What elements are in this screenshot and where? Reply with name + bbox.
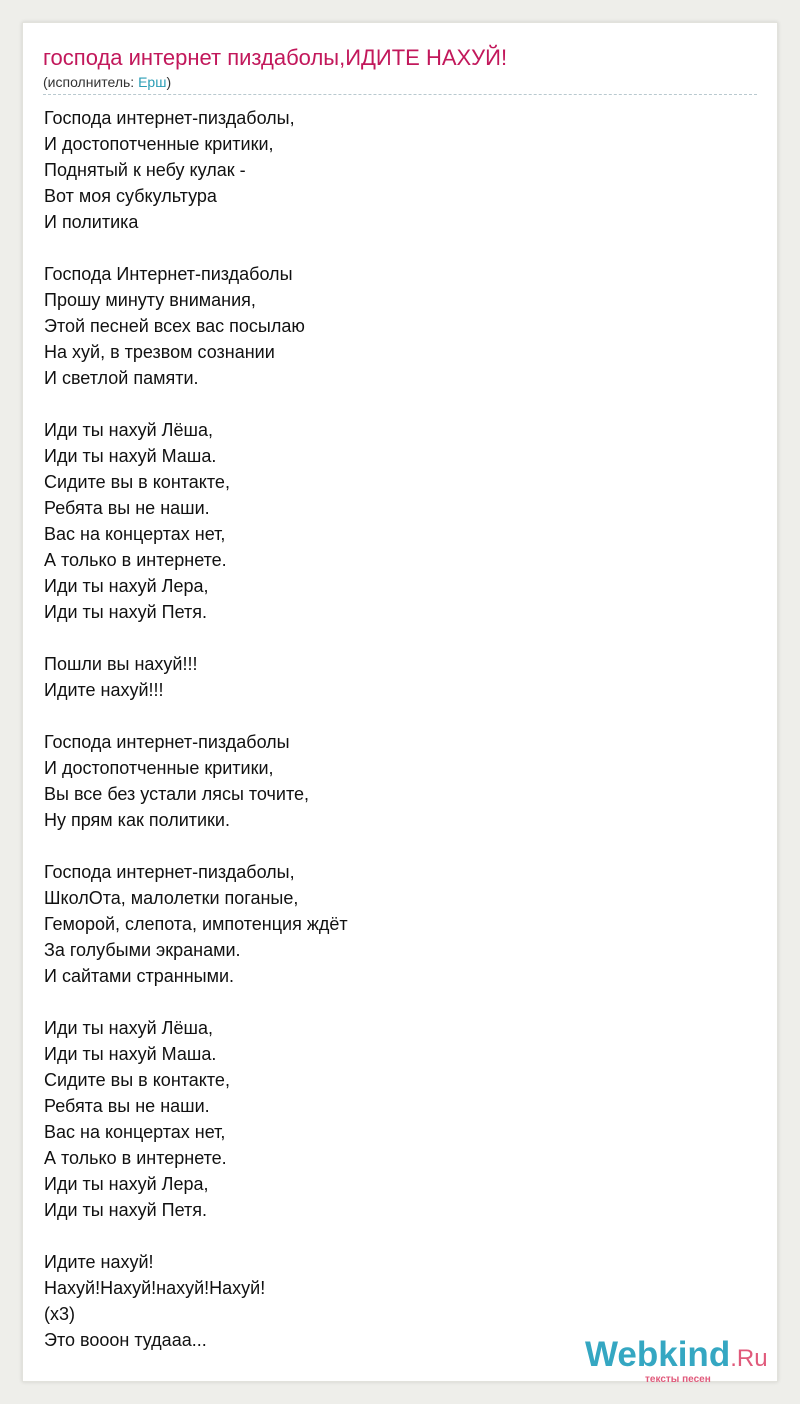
- lyric-line: И сайтами странными.: [44, 966, 235, 986]
- site-logo[interactable]: [585, 1335, 785, 1385]
- stanza-break: [44, 235, 744, 261]
- lyric-line: А только в интернете.: [44, 1148, 227, 1168]
- lyric-line: Геморой, слепота, импотенция ждёт: [44, 914, 348, 934]
- lyric-line: Нахуй!Нахуй!нахуй!Нахуй!: [44, 1278, 266, 1298]
- logo-tld: .Ru: [730, 1345, 768, 1372]
- lyric-line: Вас на концертах нет,: [44, 1122, 226, 1142]
- logo-wordmark: [585, 1335, 768, 1375]
- lyric-line: Сидите вы в контакте,: [44, 472, 230, 492]
- lyric-line: Поднятый к небу кулак -: [44, 160, 246, 180]
- lyric-line: Ребята вы не наши.: [44, 1096, 210, 1116]
- lyric-line: Иди ты нахуй Маша.: [44, 446, 217, 466]
- artist-link[interactable]: Ерш: [138, 74, 167, 90]
- lyrics-card: [22, 22, 778, 1385]
- lyric-line: Иди ты нахуй Маша.: [44, 1044, 217, 1064]
- lyric-line: Вас на концертах нет,: [44, 524, 226, 544]
- artist-line: [43, 74, 171, 90]
- stanza-break: [44, 703, 744, 729]
- stanza-break: [44, 391, 744, 417]
- lyric-line: Это вооон тудааа...: [44, 1330, 207, 1350]
- lyric-line: Господа Интернет-пиздаболы: [44, 264, 293, 284]
- lyric-line: (x3): [44, 1304, 75, 1324]
- stanza-break: [44, 989, 744, 1015]
- lyric-line: Ну прям как политики.: [44, 810, 230, 830]
- lyric-line: Иди ты нахуй Лера,: [44, 1174, 209, 1194]
- logo-main-text: Webkind: [585, 1335, 731, 1374]
- lyric-line: Вот моя субкультура: [44, 186, 217, 206]
- lyric-line: Господа интернет-пиздаболы,: [44, 862, 295, 882]
- song-title: господа интернет пиздаболы,ИДИТЕ НАХУЙ!: [43, 45, 508, 70]
- lyric-line: Господа интернет-пиздаболы: [44, 732, 290, 752]
- artist-prefix: (исполнитель:: [43, 74, 139, 90]
- stanza-break: [44, 625, 744, 651]
- title-divider: [43, 94, 757, 95]
- lyric-line: Сидите вы в контакте,: [44, 1070, 230, 1090]
- lyric-line: И достопотченные критики,: [44, 134, 274, 154]
- lyric-line: Иди ты нахуй Лёша,: [44, 1018, 213, 1038]
- lyric-line: За голубыми экранами.: [44, 940, 241, 960]
- lyric-line: На хуй, в трезвом сознании: [44, 342, 275, 362]
- lyric-line: ШколОта, малолетки поганые,: [44, 888, 299, 908]
- lyric-line: Господа интернет-пиздаболы,: [44, 108, 295, 128]
- lyric-line: Идите нахуй!: [44, 1252, 154, 1272]
- logo-tagline: тексты песен: [645, 1374, 711, 1385]
- artist-suffix: ): [166, 74, 172, 90]
- lyric-line: Этой песней всех вас посылаю: [44, 316, 305, 336]
- lyric-line: И достопотченные критики,: [44, 758, 274, 778]
- lyric-line: А только в интернете.: [44, 550, 227, 570]
- lyrics-text: [44, 105, 744, 1353]
- lyric-line: Иди ты нахуй Лёша,: [44, 420, 213, 440]
- lyric-line: Иди ты нахуй Петя.: [44, 1200, 208, 1220]
- lyric-line: И политика: [44, 212, 139, 232]
- lyric-line: И светлой памяти.: [44, 368, 199, 388]
- stanza-break: [44, 1223, 744, 1249]
- lyric-line: Пошли вы нахуй!!!: [44, 654, 198, 674]
- lyric-line: Ребята вы не наши.: [44, 498, 210, 518]
- lyric-line: Иди ты нахуй Лера,: [44, 576, 209, 596]
- lyric-line: Иди ты нахуй Петя.: [44, 602, 208, 622]
- lyric-line: Вы все без устали лясы точите,: [44, 784, 310, 804]
- lyric-line: Идите нахуй!!!: [44, 680, 164, 700]
- stanza-break: [44, 833, 744, 859]
- lyric-line: Прошу минуту внимания,: [44, 290, 256, 310]
